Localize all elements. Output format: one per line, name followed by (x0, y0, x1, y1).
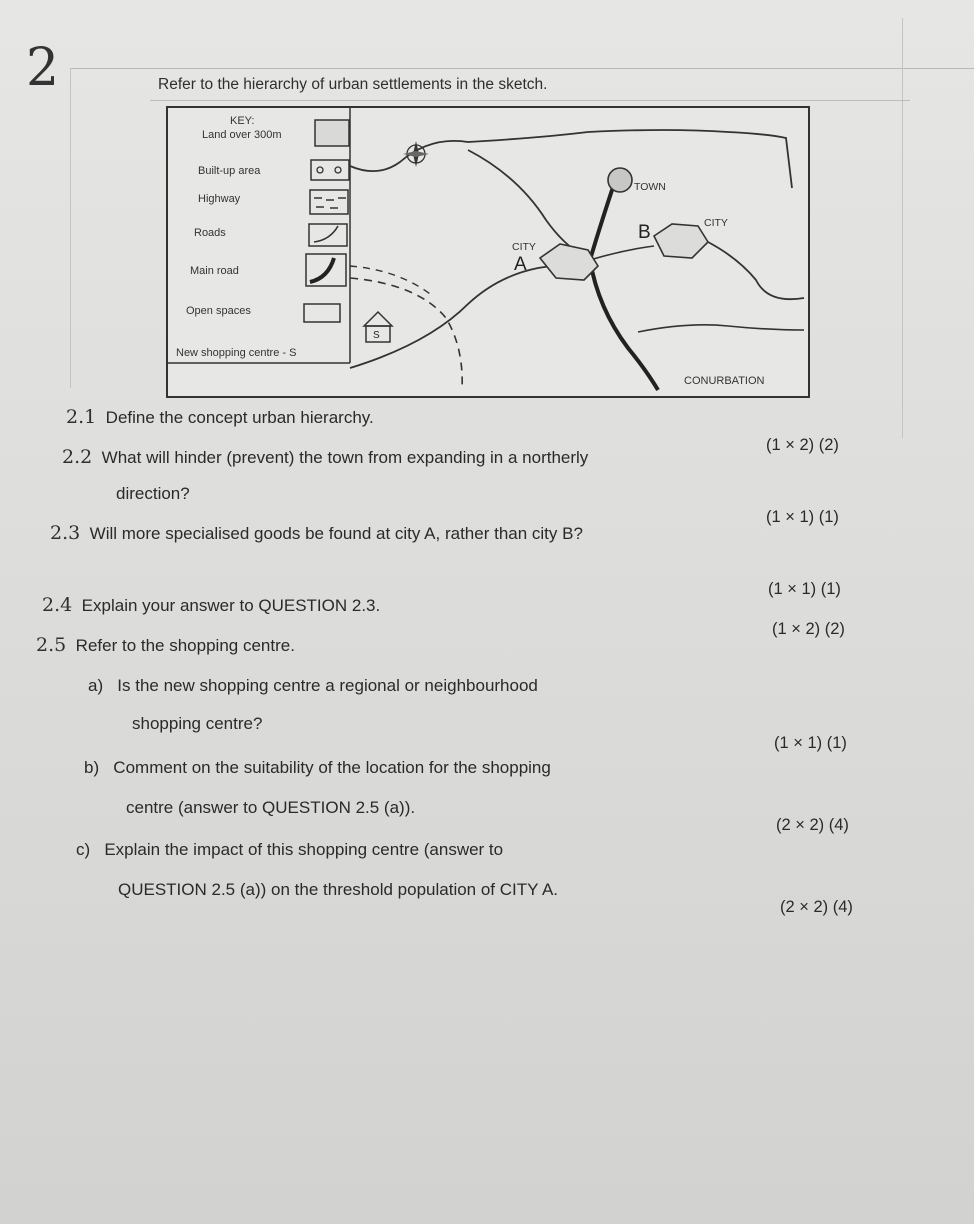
conurbation-label: CONURBATION (684, 375, 765, 387)
question-text: Explain your answer to QUESTION 2.3. (81, 596, 381, 615)
mark-allocation: (2 × 2) (4) (780, 898, 853, 916)
key-item: Main road (190, 265, 239, 277)
key-item: Open spaces (186, 305, 251, 317)
question-2-4 (42, 594, 380, 616)
subquestion-a (88, 676, 538, 696)
town-label: TOWN (634, 181, 666, 193)
open-spaces-symbol (304, 304, 340, 322)
sketch-svg (168, 108, 808, 396)
subquestion-text-continuation: shopping centre? (132, 714, 263, 733)
key-item: New shopping centre - S (176, 347, 297, 359)
road-line (590, 246, 654, 260)
subquestion-text-continuation: QUESTION 2.5 (a)) on the threshold population of CITY A. (118, 880, 559, 899)
highway-dash (314, 198, 346, 208)
mark-allocation: (1 × 2) (2) (772, 620, 845, 638)
page-rule (902, 18, 903, 438)
mark-allocation: (1 × 1) (1) (766, 508, 839, 526)
subquestion-label: c) (76, 840, 91, 859)
question-text: Will more specialised goods be found at city A, rather than city B? (89, 524, 583, 543)
question-number: 2.1 (66, 406, 97, 428)
question-2-5 (36, 634, 295, 656)
question-text-continuation: direction? (116, 484, 190, 503)
mark-allocation: (2 × 2) (4) (776, 816, 849, 834)
page-rule (70, 68, 71, 388)
handwritten-question-number: 2 (26, 38, 60, 98)
shopping-centre-letter: S (373, 330, 380, 341)
subquestion-text: Comment on the suitability of the location for the shopping (113, 758, 551, 777)
town-built-up (608, 168, 632, 192)
built-up-dot (317, 167, 323, 173)
question-text: Refer to the shopping centre. (75, 636, 295, 655)
subquestion-text-continuation: centre (answer to QUESTION 2.5 (a)). (126, 798, 416, 817)
question-number: 2.3 (50, 522, 81, 544)
subquestion-label: a) (88, 676, 104, 695)
city-b-label: CITY (704, 217, 728, 229)
highway-line (350, 278, 462, 390)
subquestion-text: Is the new shopping centre a regional or neighbourhood (117, 676, 538, 695)
key-item: Land over 300m (202, 129, 282, 141)
key-item: Roads (194, 227, 226, 239)
key-title: KEY: (230, 115, 255, 127)
mark-allocation: (1 × 2) (2) (766, 436, 839, 454)
subquestion-text: Explain the impact of this shopping centre (answer to (104, 840, 504, 859)
question-text: What will hinder (prevent) the town from expanding in a northerly (101, 448, 589, 467)
question-text: Define the concept urban hierarchy. (105, 408, 374, 427)
question-2-1 (66, 406, 374, 428)
page-rule (150, 100, 910, 101)
question-number: 2.2 (62, 446, 93, 468)
question-2-3 (50, 522, 583, 544)
subquestion-label: b) (84, 758, 100, 777)
key-item: Highway (198, 193, 241, 205)
road-line (314, 226, 338, 242)
city-a-label: CITY (512, 241, 536, 253)
road-line (638, 325, 804, 332)
compass-icon (403, 141, 429, 167)
shopping-centre-roof (364, 312, 392, 326)
land-over-300m-symbol (315, 120, 349, 146)
conurbation-boundary (708, 242, 804, 299)
road-line (350, 264, 588, 368)
city-b-letter: B (638, 222, 651, 243)
key-item: Built-up area (198, 165, 261, 177)
city-a-letter: A (514, 254, 527, 275)
mark-allocation: (1 × 1) (1) (768, 580, 841, 598)
intro-text: Refer to the hierarchy of urban settlements in the sketch. (158, 76, 548, 93)
main-road-line (310, 258, 334, 282)
built-up-dot (335, 167, 341, 173)
page-rule (70, 68, 974, 69)
mark-allocation: (1 × 1) (1) (774, 734, 847, 752)
question-2-2 (62, 446, 588, 468)
question-number: 2.4 (42, 594, 73, 616)
highway-line (350, 266, 430, 294)
subquestion-b (84, 758, 551, 778)
settlement-sketch-map (166, 106, 810, 398)
highway-symbol (310, 190, 348, 214)
city-b-built-up (654, 224, 708, 258)
city-a-built-up (540, 244, 598, 280)
subquestion-c (76, 840, 503, 860)
question-number: 2.5 (36, 634, 67, 656)
main-road (590, 178, 658, 390)
